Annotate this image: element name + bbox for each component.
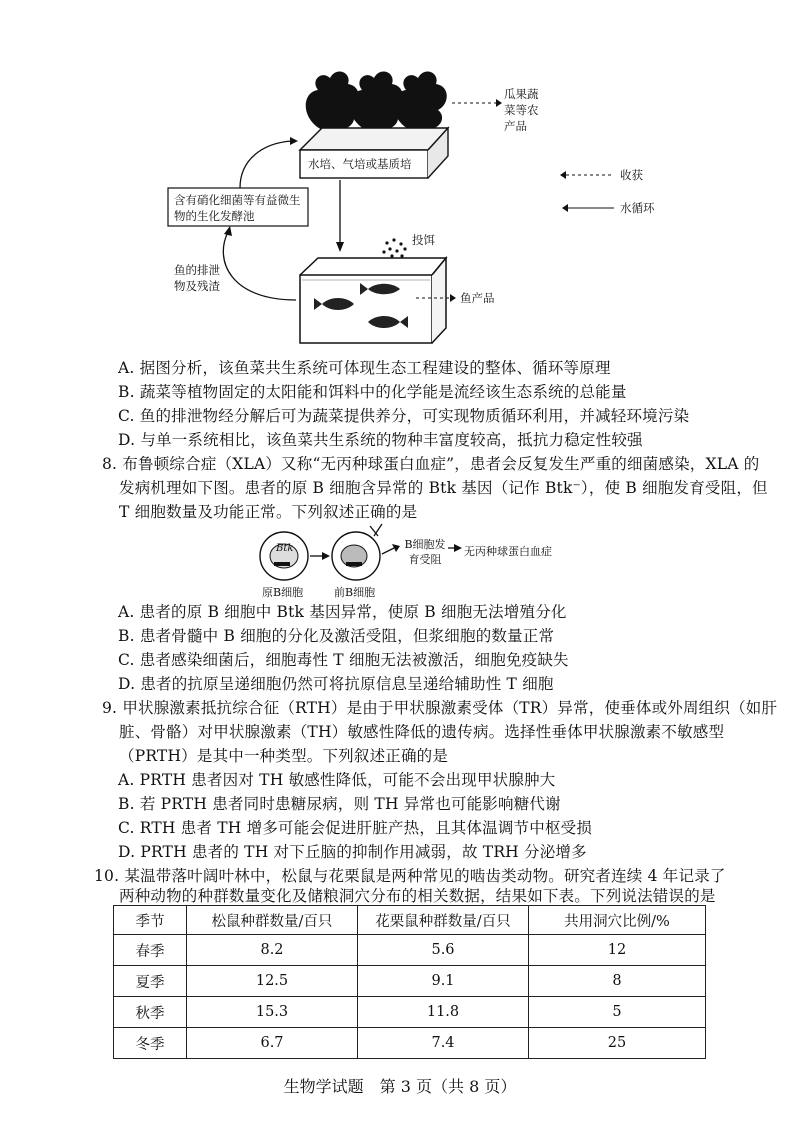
table-header-row <box>114 906 706 935</box>
table-cell: 夏季 <box>114 966 187 997</box>
label-products: 瓜果蔬菜等农产品 <box>504 87 539 133</box>
q9-stem-2: 脏、骨骼）对甲状腺激素（TH）敏感性降低的遗传病。选择性垂体甲状腺激素不敏感型 <box>119 723 725 741</box>
q9-option-c: C. RTH 患者 TH 增多可能会促进肝脏产热，且其体温调节中枢受损 <box>118 819 593 837</box>
table-cell: 5 <box>529 997 706 1028</box>
table-header: 松鼠种群数量/百只 <box>187 906 358 935</box>
table-header: 共用洞穴比例/% <box>529 906 706 935</box>
arrow-label: B细胞发育受阻 <box>404 538 446 566</box>
label-water-cycle: 水循环 <box>620 201 655 215</box>
table-cell: 11.8 <box>358 997 529 1028</box>
table-cell: 冬季 <box>114 1028 187 1059</box>
label-pool: 含有硝化细菌等有益微生物的生化发酵池 <box>174 193 301 223</box>
cell1-label: 原B细胞 <box>262 586 304 599</box>
table-cell: 8 <box>529 966 706 997</box>
population-table <box>113 905 706 1059</box>
table-cell: 9.1 <box>358 966 529 997</box>
table-header: 季节 <box>114 906 187 935</box>
aquaponics-diagram <box>0 0 800 350</box>
table-row <box>114 935 706 966</box>
q9-stem-3: （PRTH）是其中一种类型。下列叙述正确的是 <box>119 747 449 765</box>
feed-icon <box>382 238 406 257</box>
table-row <box>114 1028 706 1059</box>
q8-stem-3: T 细胞数量及功能正常。下列叙述正确的是 <box>119 503 418 521</box>
page-footer: 生物学试题 第 3 页（共 8 页） <box>283 1077 517 1096</box>
q8-option-d: D. 患者的抗原呈递细胞仍然可将抗原信息呈递给辅助性 T 细胞 <box>118 675 554 693</box>
q9-option-d: D. PRTH 患者的 TH 对下丘脑的抑制作用减弱，故 TRH 分泌增多 <box>118 843 587 861</box>
table-cell: 5.6 <box>358 935 529 966</box>
table-cell: 春季 <box>114 935 187 966</box>
q9-option-b: B. 若 PRTH 患者同时患糖尿病，则 TH 异常也可能影响糖代谢 <box>118 795 561 813</box>
q8-stem-2: 发病机理如下图。患者的原 B 细胞含异常的 Btk 基因（记作 Btk⁻），使 B 细胞发育受阻，但 <box>119 479 768 497</box>
gene-label: Btk <box>276 543 294 554</box>
label-waste: 鱼的排泄物及残渣 <box>174 263 220 293</box>
q8-option-b: B. 患者骨髓中 B 细胞的分化及激活受阻，但浆细胞的数量正常 <box>118 627 555 645</box>
q10-stem-2: 两种动物的种群数量变化及储粮洞穴分布的相关数据，结果如下表。下列说法错误的是 <box>119 887 716 905</box>
q9-option-a: A. PRTH 患者因对 TH 敏感性降低，可能不会出现甲状腺肿大 <box>118 771 556 789</box>
cell2-label: 前B细胞 <box>334 586 376 599</box>
q7-option-b: B. 蔬菜等植物固定的太阳能和饵料中的化学能是流经该生态系统的总能量 <box>118 383 627 401</box>
table-cell: 15.3 <box>187 997 358 1028</box>
table-row <box>114 997 706 1028</box>
label-feed: 投饵 <box>412 233 435 247</box>
label-culture: 水培、气培或基质培 <box>308 157 412 171</box>
table-cell: 25 <box>529 1028 706 1059</box>
q8-stem-1: 8. 布鲁顿综合症（XLA）又称“无丙种球蛋白血症”，患者会反复发生严重的细菌感染，XLA 的 <box>102 455 760 473</box>
q7-option-d: D. 与单一系统相比，该鱼菜共生系统的物种丰富度较高，抵抗力稳定性较强 <box>118 431 643 449</box>
table-row <box>114 966 706 997</box>
q10-stem-1: 10. 某温带落叶阔叶林中，松鼠与花栗鼠是两种常见的啮齿类动物。研究者连续 4 年记录了 <box>94 867 726 885</box>
table-cell: 6.7 <box>187 1028 358 1059</box>
q9-stem-1: 9. 甲状腺激素抵抗综合征（RTH）是由于甲状腺激素受体（TR）异常，使垂体或外周组织（如肝 <box>102 699 778 717</box>
q8-option-a: A. 患者的原 B 细胞中 Btk 基因异常，使原 B 细胞无法增殖分化 <box>118 603 567 621</box>
result-label: 无丙种球蛋白血症 <box>464 545 552 558</box>
table-header: 花栗鼠种群数量/百只 <box>358 906 529 935</box>
label-fish-product: 鱼产品 <box>460 291 495 305</box>
table-cell: 12 <box>529 935 706 966</box>
table-cell: 7.4 <box>358 1028 529 1059</box>
table-cell: 秋季 <box>114 997 187 1028</box>
q7-option-c: C. 鱼的排泄物经分解后可为蔬菜提供养分，可实现物质循环利用，并减轻环境污染 <box>118 407 690 425</box>
table-cell: 12.5 <box>187 966 358 997</box>
q7-option-a: A. 据图分析，该鱼菜共生系统可体现生态工程建设的整体、循环等原理 <box>118 359 611 377</box>
table-cell: 8.2 <box>187 935 358 966</box>
q8-option-c: C. 患者感染细菌后，细胞毒性 T 细胞无法被激活，细胞免疫缺失 <box>118 651 569 669</box>
label-harvest: 收获 <box>620 168 643 182</box>
